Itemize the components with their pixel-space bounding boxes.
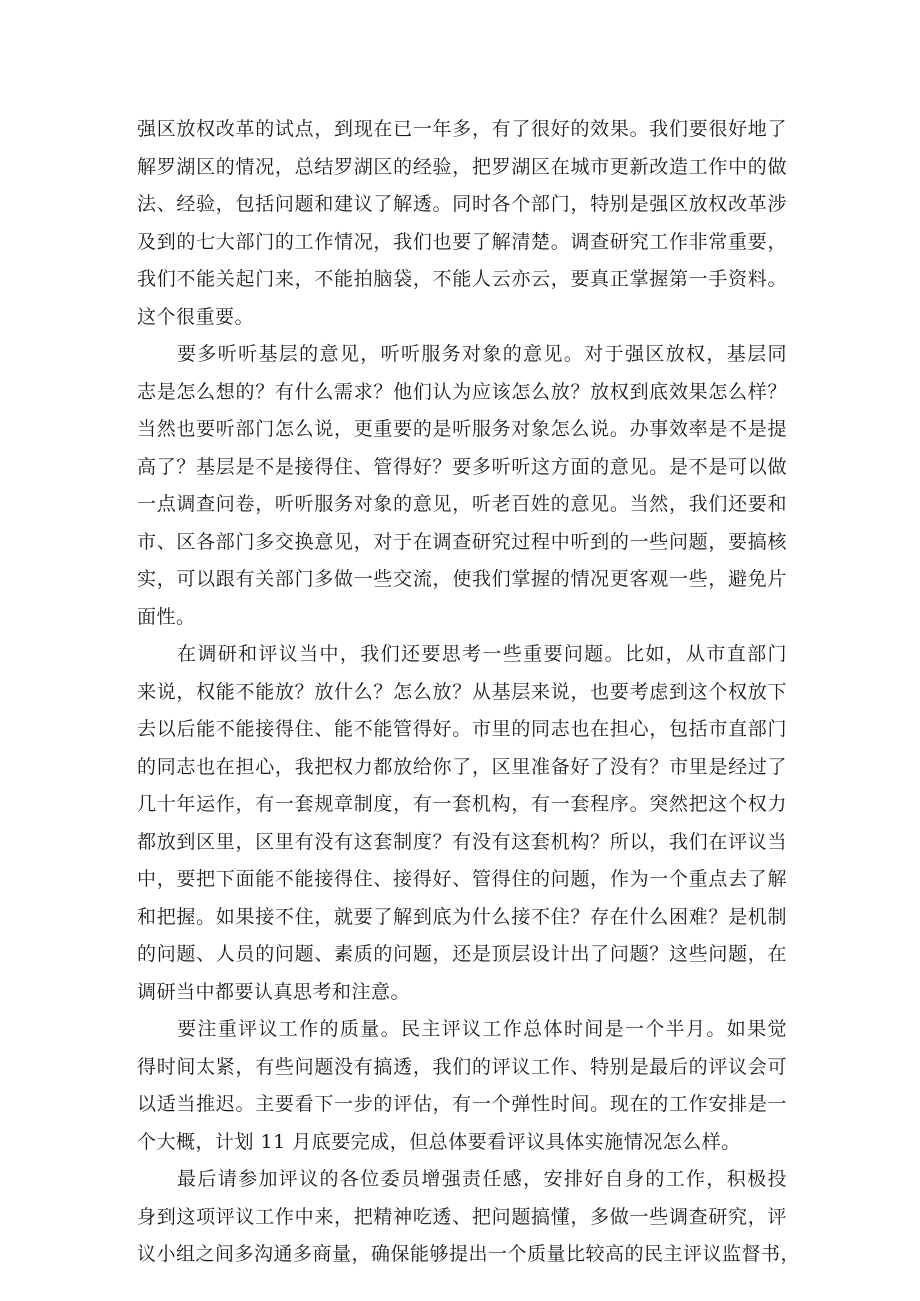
paragraph-1: [137, 111, 787, 336]
text-line: 面性。: [137, 605, 196, 628]
text-line: 个大概，计划 11 月底要完成，但总体要看评议具体实施情况怎么样。: [137, 1130, 741, 1153]
text-line: 几十年运作，有一套规章制度，有一套机构，有一套程序。突然把这个权力: [137, 793, 787, 815]
text-line: 议小组之间多沟通多商量，确保能够提出一个质量比较高的民主评议监督书，: [137, 1243, 801, 1265]
text-line: 来说，权能不能放？放什么？怎么放？从基层来说，也要考虑到这个权放下: [137, 680, 787, 703]
text-line: 中，要把下面能不能接得住、接得好、管得住的问题，作为一个重点去了解: [137, 868, 787, 890]
text-line: 法、经验，包括问题和建议了解透。同时各个部门，特别是强区放权改革涉: [137, 193, 787, 215]
text-line: 的同志也在担心，我把权力都放给你了，区里准备好了没有？市里是经过了: [137, 755, 787, 778]
text-line: 解罗湖区的情况，总结罗湖区的经验，把罗湖区在城市更新改造工作中的做: [137, 155, 787, 178]
paragraph-2: [137, 336, 787, 636]
text-line: 去以后能不能接得住、能不能管得好。市里的同志也在担心，包括市直部门: [137, 718, 787, 740]
text-line: 和把握。如果接不住，就要了解到底为什么接不住？存在什么困难？是机制: [137, 905, 787, 928]
text-line: 身到这项评议工作中来，把精神吃透、把问题搞懂，多做一些调查研究，评: [137, 1205, 787, 1228]
text-line: 我们不能关起门来，不能拍脑袋，不能人云亦云，要真正掌握第一手资料。: [137, 268, 787, 290]
text-line: 在调研和评议当中，我们还要思考一些重要问题。比如，从市直部门: [177, 643, 787, 665]
paragraph-5: [137, 1161, 801, 1274]
document-body: [137, 111, 801, 1274]
text-line: 得时间太紧，有些问题没有搞透，我们的评议工作、特别是最后的评议会可: [137, 1055, 787, 1078]
text-line: 高了？基层是不是接得住、管得好？要多听听这方面的意见。是不是可以做: [137, 455, 787, 478]
text-line: 一点调查问卷，听听服务对象的意见，听老百姓的意见。当然，我们还要和: [137, 493, 787, 515]
text-line: 要注重评议工作的质量。民主评议工作总体时间是一个半月。如果觉: [177, 1018, 787, 1040]
paragraph-4: [137, 1011, 787, 1161]
text-line: 要多听听基层的意见，听听服务对象的意见。对于强区放权，基层同: [177, 343, 787, 365]
text-line: 最后请参加评议的各位委员增强责任感，安排好自身的工作，积极投: [177, 1168, 787, 1190]
text-line: 当然也要听部门怎么说，更重要的是听服务对象怎么说。办事效率是不是提: [137, 418, 787, 440]
text-line: 实，可以跟有关部门多做一些交流，使我们掌握的情况更客观一些，避免片: [137, 568, 787, 590]
text-line: 强区放权改革的试点，到现在已一年多，有了很好的效果。我们要很好地了: [137, 118, 787, 140]
text-line: 及到的七大部门的工作情况，我们也要了解清楚。调查研究工作非常重要，: [137, 230, 787, 253]
text-line: 志是怎么想的？有什么需求？他们认为应该怎么放？放权到底效果怎么样？: [137, 380, 787, 403]
text-line: 调研当中都要认真思考和注意。: [137, 980, 411, 1003]
paragraph-3: [137, 636, 787, 1011]
text-line: 市、区各部门多交换意见，对于在调查研究过程中听到的一些问题，要搞核: [137, 530, 787, 553]
text-line: 都放到区里，区里有没有这套制度？有没有这套机构？所以，我们在评议当: [137, 830, 787, 853]
text-line: 的问题、人员的问题、素质的问题，还是顶层设计出了问题？这些问题，在: [137, 943, 787, 965]
text-line: 这个很重要。: [137, 305, 255, 328]
text-line: 以适当推迟。主要看下一步的评估，有一个弹性时间。现在的工作安排是一: [137, 1093, 787, 1115]
